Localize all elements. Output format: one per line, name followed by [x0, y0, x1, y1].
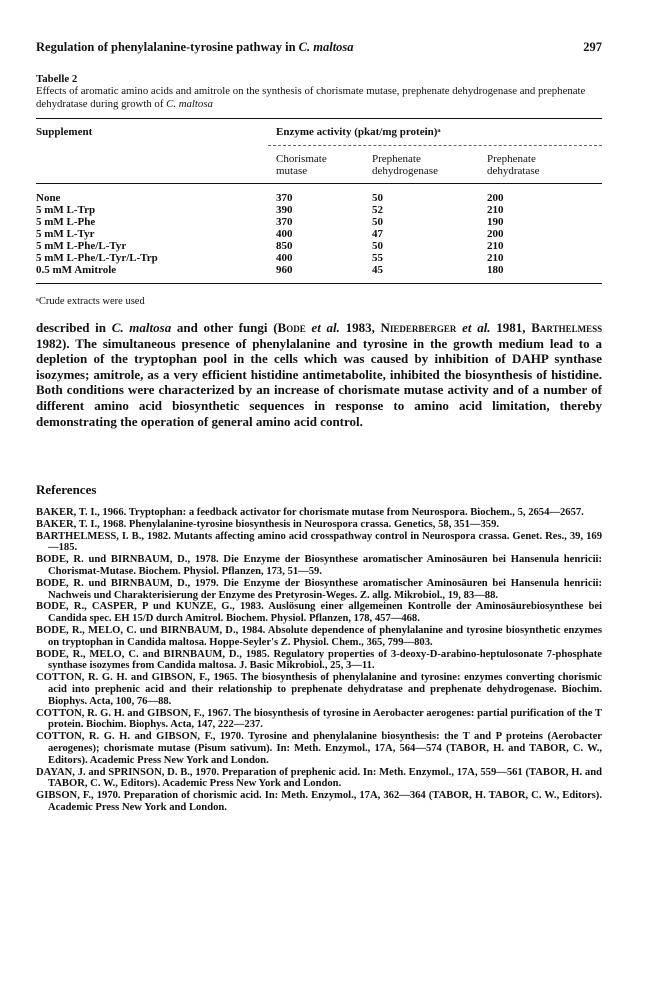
table-bottom-rule — [36, 283, 602, 284]
cell-prephenate-dehydratase: 210 — [487, 240, 504, 252]
body-species: C. maltosa — [111, 320, 172, 335]
reference-item: BAKER, T. I., 1968. Phenylalanine-tyrosine biosynthesis in Neurospora crassa. Genetics, 58, 351—359. — [36, 518, 500, 530]
reference-item: BODE, R. und BIRNBAUM, D., 1978. Die Enzyme der Biosynthese aromatischer Aminosäuren bei Hansenula henricii: Chorismat-Mutase. Biochem. Physiol. Pflanzen, 173, 51—59. — [36, 554, 602, 577]
reference-item: BODE, R., MELO, C. und BIRNBAUM, D., 1984. Absolute dependence of phenylalanine and tyrosine biosynthetic enzymes on tryptophan in Candida maltosa. Hoppe-Seyler's Z. Physiol. Chem., 365, 799—803. — [36, 624, 602, 648]
reference-item: BODE, R., MELO, C. and BIRNBAUM, D., 1985. Regulatory properties of 3-deoxy-D-arabino-heptulosonate 7-phosphate synthase isozymes from Candida maltosa. J. Basic Mikrobiol., 25, 3—11. — [36, 648, 602, 672]
citation-author: Niederberger — [380, 320, 457, 335]
cell-prephenate-dehydrogenase: 50 — [372, 240, 383, 252]
reference-item: BODE, R., CASPER, P und KUNZE, G., 1983. Auslösung einer allgemeinen Kontrolle der Aminosäurebiosynthese bei Candida spec. EH 15/D durch Amitrol. Biochem. Physiol. Pflanzen, 178, 457—468. — [36, 601, 602, 625]
table-row — [36, 264, 602, 276]
page-number: 297 — [583, 40, 602, 54]
cell-chorismate-mutase: 400 — [276, 228, 293, 240]
cell-prephenate-dehydrogenase: 50 — [372, 192, 383, 204]
cell-supplement: 5 mM L-Phe/L-Tyr — [36, 240, 127, 252]
enzyme-activity-table — [36, 118, 602, 296]
cell-prephenate-dehydratase: 200 — [487, 228, 504, 240]
cell-supplement: 5 mM L-Phe/L-Tyr/L-Trp — [36, 252, 158, 264]
running-head-title: Regulation of phenylalanine-tyrosine pathway in C. maltosa — [36, 40, 354, 54]
cell-supplement: 5 mM L-Trp — [36, 204, 96, 216]
cell-prephenate-dehydrogenase: 50 — [372, 216, 383, 228]
cell-prephenate-dehydratase: 210 — [487, 204, 504, 216]
cell-chorismate-mutase: 400 — [276, 252, 293, 264]
cell-prephenate-dehydratase: 200 — [487, 192, 504, 204]
reference-item: DAYAN, J. and SPRINSON, D. B., 1970. Preparation of prephenic acid. In: Meth. Enzymol., 17A, 559—561 (TABOR, H. and TABOR, C. W., Editors). Academic Press New York and London. — [36, 766, 602, 790]
cell-supplement: 5 mM L-Tyr — [36, 228, 95, 240]
table-row — [36, 240, 602, 252]
reference-item: GIBSON, F., 1970. Preparation of chorismic acid. In: Meth. Enzymol., 17A, 362—364 (TABOR, H. TABOR, C. W., Editors). Academic Press New York and London. — [36, 790, 602, 813]
reference-item: BAKER, T. I., 1966. Tryptophan: a feedback activator for chorismate mutase from Neurospora. Biochem., 5, 2654—2657. — [36, 507, 584, 518]
table-row — [36, 216, 602, 228]
cell-prephenate-dehydrogenase: 45 — [372, 264, 383, 276]
reference-item: COTTON, R. G. H. and GIBSON, F., 1967. The biosynthesis of tyrosine in Aerobacter aerogenes: partial purification of the T protein. Biochim. Biophys. Acta, 147, 222—237. — [36, 707, 602, 731]
reference-list — [36, 507, 602, 814]
reference-item: BODE, R. und BIRNBAUM, D., 1979. Die Enzyme der Biosynthese aromatischer Aminosäuren bei Hansenula henricii: Nachweis und Charakterisierung der Enzyme des Pretyrosin-Weges. Z. allg. Mikrobiol., 19, 83—88. — [36, 577, 602, 601]
body-paragraph: described in C. maltosa and other fungi (Bode et al. 1983, Niederberger et al. 1981, Barthelmess 1982). The simultaneous presence of phenylalanine and tyrosine in the growth medium lead to a depletion of the tryptophan pool in the cells which was caused by inhibition of DAHP synthase isozymes; amitrole, as a very efficient histidine antimetabolite, inhibited the biosynthesis of histidine. Both conditions were characterized by an increase of chorismate mutase activity and of a number of different amino acid biosynthetic sequences in response to amino acid limitation, thereby demonstrating the operation of general amino acid control. — [36, 320, 603, 429]
table-caption-text: Effects of aromatic amino acids and amitrole on the synthesis of chorismate mutase, prephenate dehydrogenase and prephenate dehydratase during growth of — [36, 85, 586, 110]
running-head — [36, 40, 602, 56]
subheader-prephenate-dehydratase: Prephenate dehydratase — [487, 153, 540, 177]
cell-prephenate-dehydrogenase: 55 — [372, 252, 383, 264]
subheader-chorismate-mutase: Chorismate mutase — [276, 153, 327, 177]
cell-chorismate-mutase: 390 — [276, 204, 293, 216]
citation-author: Bode — [277, 320, 306, 335]
cell-chorismate-mutase: 960 — [276, 264, 293, 276]
references-heading: References — [36, 482, 97, 497]
table-label: Tabelle 2 — [36, 73, 78, 85]
cell-supplement: 0.5 mM Amitrole — [36, 264, 117, 276]
cell-supplement: None — [36, 192, 61, 204]
subheader-prephenate-dehydrogenase: Prephenate dehydrogenase — [372, 153, 438, 177]
table-row — [36, 204, 602, 216]
cell-prephenate-dehydratase: 210 — [487, 252, 504, 264]
reference-item: COTTON, R. G. H. and GIBSON, F., 1970. Tyrosine and phenylalanine biosynthesis: the T and P proteins (Aerobacter aerogenes); chorismate mutase (Pisum sativum). In: Meth. Enzymol., 17A, 564—574 (TABOR, H. and TABOR, C. W., Editors). Academic Press New York and London. — [36, 731, 602, 766]
cell-supplement: 5 mM L-Phe — [36, 216, 96, 228]
reference-item: COTTON, R. G. H. and GIBSON, F., 1965. The biosynthesis of phenylalanine and tyrosine: enzymes converting chorismic acid into prephenic acid and their relationship to prephenate dehydratase and prephenate dehydrogenase. Biochim. Biophys. Acta, 100, 76—88. — [36, 672, 602, 707]
cell-chorismate-mutase: 370 — [276, 216, 293, 228]
table-footnote: ᵃCrude extracts were used — [36, 296, 145, 307]
table-row — [36, 228, 602, 240]
table-row — [36, 192, 602, 204]
column-header-supplement: Supplement — [36, 126, 93, 138]
cell-chorismate-mutase: 850 — [276, 240, 293, 252]
running-head-species: C. maltosa — [298, 40, 354, 54]
cell-prephenate-dehydrogenase: 47 — [372, 228, 383, 240]
citation-author: Barthelmess — [531, 320, 603, 335]
table-caption-species: C. maltosa — [166, 97, 213, 110]
group-header-rule — [268, 145, 602, 146]
table-caption — [36, 73, 602, 110]
table-header-rule — [36, 183, 602, 184]
cell-prephenate-dehydratase: 180 — [487, 264, 504, 276]
cell-prephenate-dehydrogenase: 52 — [372, 204, 383, 216]
table-top-rule — [36, 118, 602, 119]
cell-chorismate-mutase: 370 — [276, 192, 293, 204]
reference-item: BARTHELMESS, I. B., 1982. Mutants affecting amino acid crosspathway control in Neurospora crassa. Genet. Res., 39, 169—185. — [36, 530, 602, 554]
column-header-enzyme-activity: Enzyme activity (pkat/mg protein)ᵃ — [276, 126, 441, 138]
table-row — [36, 252, 602, 264]
cell-prephenate-dehydratase: 190 — [487, 216, 504, 228]
